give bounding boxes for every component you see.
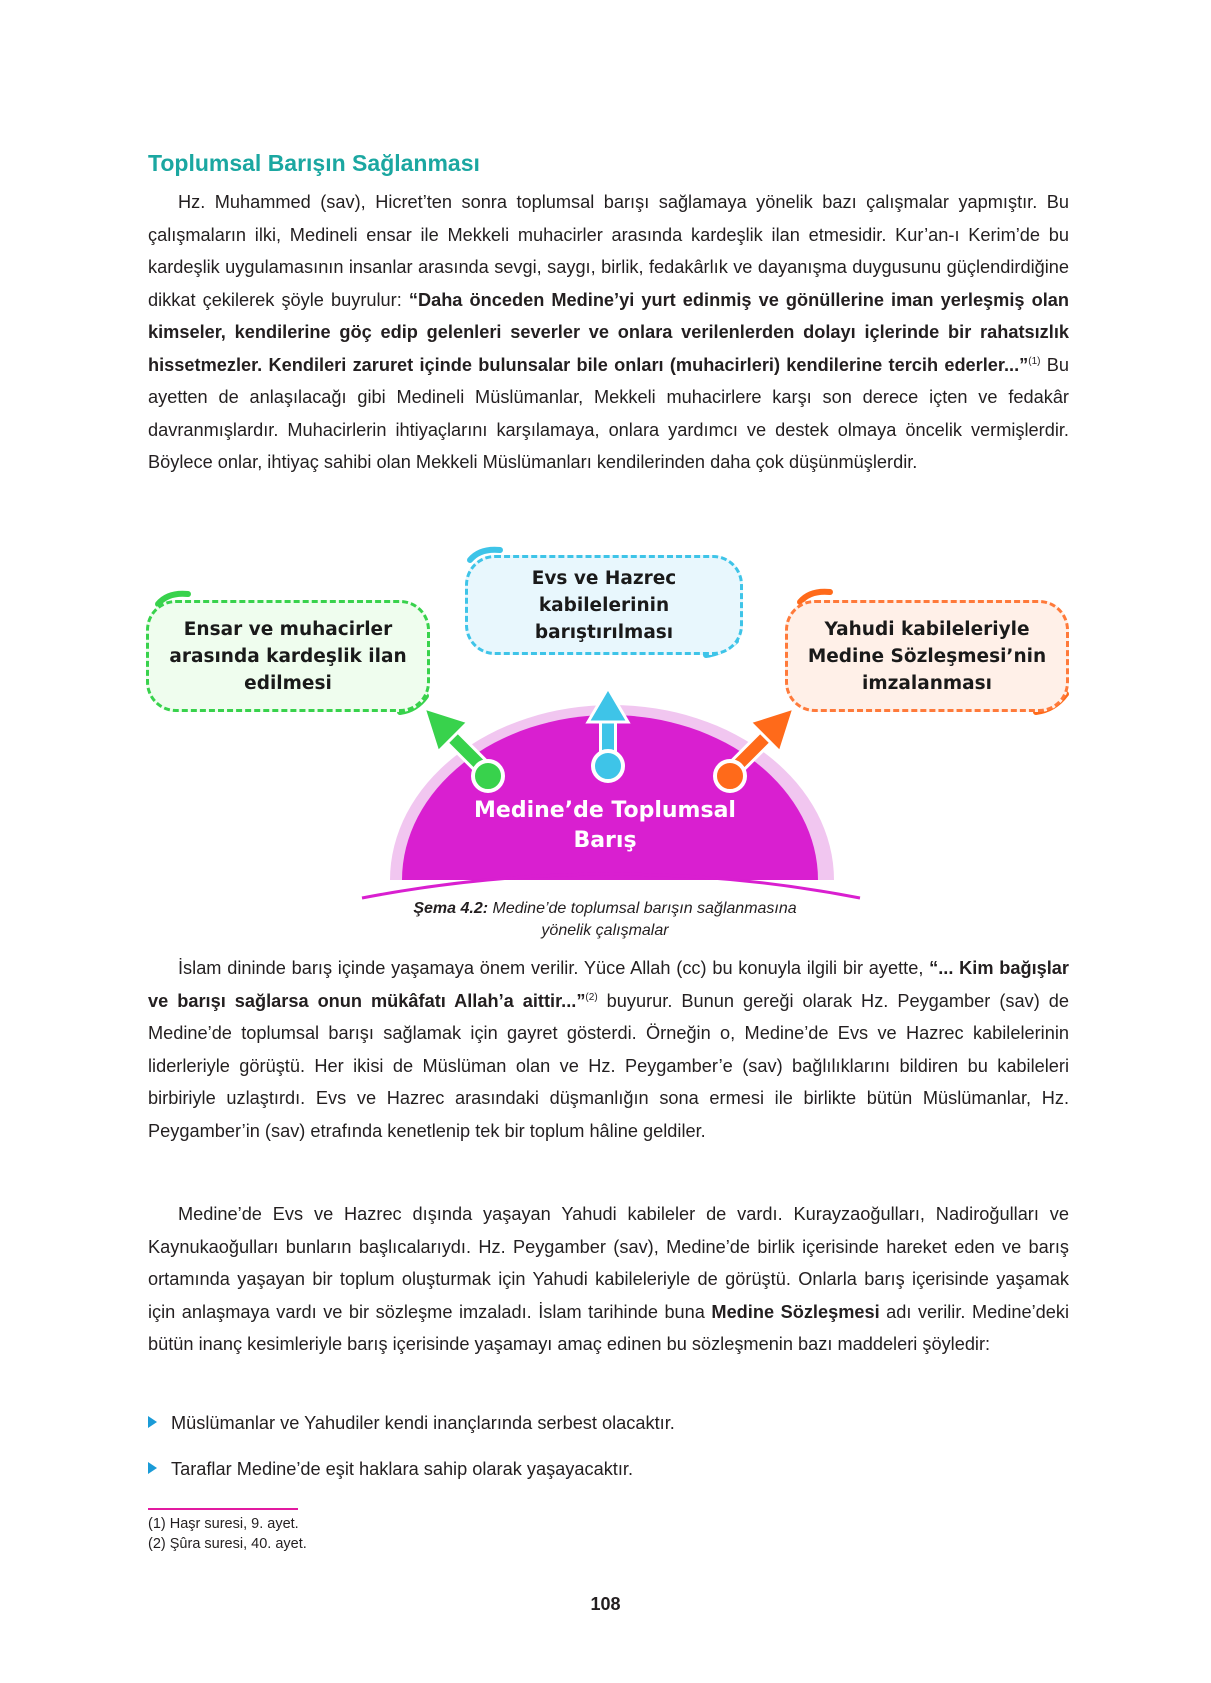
verse-quote: “Daha önceden Medine’yi yurt edinmiş ve gönüllerine iman yerleşmiş olan kimseler, kendilerine göç edip gelenleri severler ve onlara verilenlerden dolayı içlerinde bir rahatsızlık hissetmezler. Kendileri zaruret içinde bulunsalar bile onları (muhacirleri) kendilerine tercih ederler...”	[148, 289, 1069, 375]
box-yahudi-sozlesme	[785, 600, 1069, 712]
paragraph-text: İslam dininde barış içinde yaşamaya önem verilir. Yüce Allah (cc) bu konuyla ilgili bir ayette,	[178, 958, 930, 978]
footnote-1: (1) Haşr suresi, 9. ayet.	[148, 1516, 299, 1532]
paragraph-2	[148, 952, 1069, 1147]
caption-label: Şema 4.2:	[413, 900, 489, 917]
paragraph-text: buyurur. Bunun gereği olarak Hz. Peygamber (sav) de Medine’de toplumsal barışı sağlamak için gayret gösterdi. Örneğin o, Medine’de Evs ve Hazrec kabilelerinin liderleriyle görüştü. Her ikisi de Müslüman olan ve Hz. Peygamber’e (sav) bağlılıklarını bildiren bu kabileleri birbiriyle uzlaştırdı. Evs ve Hazrec arasındaki düşmanlığın sona ermesi ile birlikte bütün Müslümanlar, Hz. Peygamber’in (sav) etrafında kenetlenip tek bir toplum hâline geldiler.	[148, 990, 1069, 1141]
box-label: Evs ve Hazrec kabilelerinin barıştırılması	[531, 567, 677, 643]
paragraph-3	[148, 1198, 1069, 1361]
list-item-text: Taraflar Medine’de eşit haklara sahip olarak yaşayacaktır.	[171, 1459, 633, 1479]
list-item	[148, 1410, 675, 1436]
list-item	[148, 1456, 633, 1482]
dome-label: Medine’de Toplumsal Barış	[474, 798, 736, 853]
box-label: Yahudi kabileleriyle Medine Sözleşmesi’nin imzalanması	[807, 618, 1047, 694]
figure-caption	[400, 898, 810, 942]
footnote-divider	[148, 1508, 298, 1510]
caption-text: Medine’de toplumsal barışın sağlanmasına yönelik çalışmalar	[488, 900, 797, 939]
bullet-arrow-icon	[148, 1462, 157, 1474]
box-label: Ensar ve muhacirler arasında kardeşlik ilan edilmesi	[169, 618, 407, 694]
footnote-ref: (1)	[1028, 355, 1041, 367]
paragraph-text: Bu ayetten de anlaşılacağı gibi Medineli Müslümanlar, Mekkeli muhacirlere karşı son derece içten ve fedakâr davranmışlardır. Muhacirlerin ihtiyaçlarını karşılamaya, onlara yardımcı ve destek olmaya öncelik vermişlerdir. Böylece onlar, ihtiyaç sahibi olan Mekkeli Müslümanları kendilerinden daha çok düşünmüşlerdir.	[148, 354, 1069, 472]
paragraph-text: Medine’de Evs ve Hazrec dışında yaşayan Yahudi kabileler de vardı. Kurayzaoğulları, Nadiroğulları ve Kaynukaoğulları bunların başlıcalarıydı. Hz. Peygamber (sav), Medine’de birlik içerisinde hareket eden ve barış ortamında yaşayan bir toplum oluşturmak için Yahudi kabileleriyle de görüştü. Onlarla barış içerisinde yaşamak için anlaşmaya vardı ve bir sözleşme imzaladı. İslam tarihinde buna	[148, 1204, 1069, 1322]
verse-quote: “... Kim bağışlar ve barışı sağlarsa onun mükâfatı Allah’a aittir...”	[148, 958, 1070, 1011]
footnote-2: (2) Şûra suresi, 40. ayet.	[148, 1536, 307, 1552]
paragraph-text: adı verilir. Medine’deki bütün inanç kesimleriyle barış içerisinde yaşamayı amaç edinen bu sözleşmenin bazı maddeleri şöyledir:	[148, 1301, 1070, 1354]
list-item-text: Müslümanlar ve Yahudiler kendi inançlarında serbest olacaktır.	[171, 1413, 675, 1433]
section-title: Toplumsal Barışın Sağlanması	[148, 150, 480, 176]
bullet-arrow-icon	[148, 1416, 157, 1428]
term-bold: Medine Sözleşmesi	[711, 1301, 880, 1322]
footnote-ref: (2)	[585, 991, 598, 1003]
box-ensar-muhacir	[146, 600, 430, 712]
page-number: 108	[590, 1594, 621, 1614]
box-evs-hazrec	[465, 555, 743, 655]
paragraph-text: Hz. Muhammed (sav), Hicret’ten sonra toplumsal barışı sağlamaya yönelik bazı çalışmalar yapmıştır. Bu çalışmaların ilki, Medineli ensar ile Mekkeli muhacirler arasında kardeşlik ilan etmesidir. Kur’an-ı Kerim’de bu kardeşlik uygulamasının insanlar arasında sevgi, saygı, birlik, fedakârlık ve dayanışma duygusunu güçlendirdiğine dikkat çekilerek şöyle buyrulur:	[148, 192, 1069, 310]
